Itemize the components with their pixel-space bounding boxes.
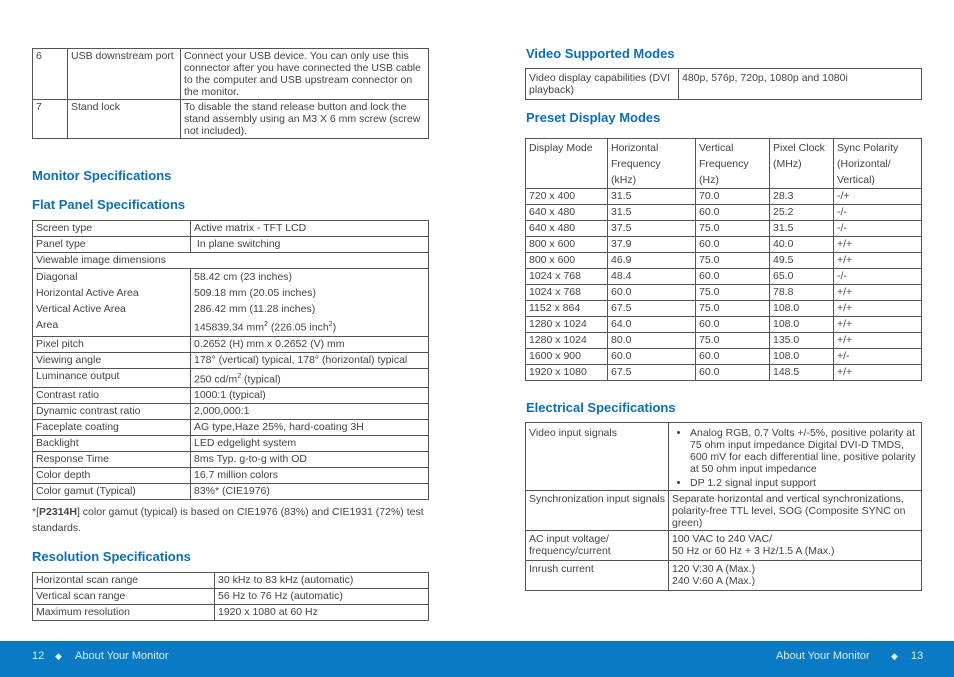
spec-label: Pixel pitch <box>33 336 191 352</box>
table-row <box>526 69 922 100</box>
diamond-icon: ◆ <box>55 651 62 661</box>
superscript: 2 <box>264 321 268 328</box>
preset-cell: 800 x 600 <box>526 237 608 253</box>
preset-cell: 60.0 <box>608 285 696 301</box>
preset-cell: 37.5 <box>608 221 696 237</box>
preset-cell: 108.0 <box>770 317 834 333</box>
area-text: (226.05 inch <box>267 321 329 334</box>
spec-value: AG type,Haze 25%, hard-coating 3H <box>191 420 429 436</box>
electrical-heading: Electrical Specifications <box>526 400 676 415</box>
footer-title-left: About Your Monitor <box>75 650 169 662</box>
preset-cell: 67.5 <box>608 365 696 381</box>
connector-num: 6 <box>33 49 68 100</box>
spec-label: Area <box>36 319 59 331</box>
table-row <box>33 336 429 352</box>
spec-value <box>669 531 922 561</box>
table-row <box>526 237 922 253</box>
table-row <box>526 285 922 301</box>
header-text: Sync Polarity <box>837 142 899 154</box>
spec-value <box>191 368 429 388</box>
spec-label: Synchronization input signals <box>526 491 669 531</box>
dims-labels <box>33 269 191 337</box>
table-row <box>526 333 922 349</box>
preset-cell: -/- <box>834 221 922 237</box>
spec-label: Dynamic contrast ratio <box>33 404 191 420</box>
preset-cell: +/+ <box>834 237 922 253</box>
header-pixel-clock <box>770 139 834 189</box>
preset-cell: 60.0 <box>608 349 696 365</box>
preset-cell: 67.5 <box>608 301 696 317</box>
table-row <box>526 365 922 381</box>
preset-cell: 60.0 <box>696 349 770 365</box>
table-row <box>526 317 922 333</box>
spec-label: Color gamut (Typical) <box>33 484 191 500</box>
preset-modes-heading: Preset Display Modes <box>526 110 661 125</box>
spec-label: Faceplate coating <box>33 420 191 436</box>
table-row <box>33 404 429 420</box>
preset-cell: 70.0 <box>696 189 770 205</box>
header-text: Display Mode <box>529 142 593 154</box>
header-horizontal <box>608 139 696 189</box>
spec-value: 509.18 mm (20.05 inches) <box>194 287 316 299</box>
header-text: (Hz) <box>699 174 719 186</box>
ac-line: 100 VAC to 240 VAC/ <box>672 533 773 545</box>
spec-value: 83%* (CIE1976) <box>191 484 429 500</box>
table-row <box>526 531 922 561</box>
spec-label: Response Time <box>33 452 191 468</box>
spec-value: 56 Hz to 76 Hz (automatic) <box>215 589 429 605</box>
spec-value: 286.42 mm (11.28 inches) <box>194 303 316 315</box>
preset-cell: +/+ <box>834 253 922 269</box>
preset-cell: 60.0 <box>696 365 770 381</box>
table-row <box>526 205 922 221</box>
gamut-footnote <box>32 504 432 536</box>
header-text: (Horizontal/ <box>837 158 891 170</box>
preset-cell: 31.5 <box>608 189 696 205</box>
spec-value: 58.42 cm (23 inches) <box>194 271 293 283</box>
spec-value: 480p, 576p, 720p, 1080p and 1080i <box>679 69 922 100</box>
preset-cell: +/- <box>834 349 922 365</box>
spec-value: 30 kHz to 83 kHz (automatic) <box>215 573 429 589</box>
table-row <box>33 452 429 468</box>
flat-panel-heading: Flat Panel Specifications <box>32 197 186 212</box>
preset-cell: 1280 x 1024 <box>526 333 608 349</box>
table-row <box>526 423 922 491</box>
model-name: P2314H <box>39 506 77 518</box>
preset-cell: 40.0 <box>770 237 834 253</box>
spec-label: Contrast ratio <box>33 388 191 404</box>
spec-value: 0.2652 (H) mm x 0.2652 (V) mm <box>191 336 429 352</box>
header-sync-polarity <box>834 139 922 189</box>
spec-label: Maximum resolution <box>33 605 215 621</box>
preset-cell: 46.9 <box>608 253 696 269</box>
superscript: 2 <box>237 372 242 380</box>
preset-cell: 64.0 <box>608 317 696 333</box>
video-input-list <box>672 427 918 489</box>
preset-cell: 65.0 <box>770 269 834 285</box>
spec-label: Viewable image dimensions <box>33 253 429 269</box>
spec-value: In plane switching <box>191 237 429 253</box>
preset-cell: +/+ <box>834 365 922 381</box>
table-row <box>33 436 429 452</box>
header-text: (MHz) <box>773 158 802 170</box>
preset-cell: 60.0 <box>696 317 770 333</box>
dims-values <box>191 269 429 337</box>
header-text: (kHz) <box>611 174 637 186</box>
spec-label: Color depth <box>33 468 191 484</box>
preset-cell: 60.0 <box>696 205 770 221</box>
preset-cell: 1600 x 900 <box>526 349 608 365</box>
table-row <box>526 269 922 285</box>
connector-table <box>32 48 429 139</box>
table-row <box>33 253 429 269</box>
preset-cell: +/+ <box>834 317 922 333</box>
preset-cell: 75.0 <box>696 221 770 237</box>
table-row <box>526 189 922 205</box>
inrush-line: 120 V:30 A (Max.) <box>672 563 756 575</box>
spec-value: 16.7 million colors <box>191 468 429 484</box>
table-row <box>33 100 429 139</box>
header-text: Horizontal <box>611 142 659 154</box>
preset-cell: 640 x 480 <box>526 205 608 221</box>
spec-label: Vertical Active Area <box>36 303 126 315</box>
spec-label: Inrush current <box>526 561 669 591</box>
diamond-icon: ◆ <box>891 651 898 661</box>
resolution-table <box>32 572 429 621</box>
superscript: 2 <box>328 321 333 328</box>
spec-value: Separate horizontal and vertical synchronizations, polarity-free TTL level, SOG (Composite SYNC on green) <box>669 491 922 531</box>
preset-modes-table <box>525 138 922 381</box>
preset-cell: -/- <box>834 269 922 285</box>
video-modes-heading: Video Supported Modes <box>526 46 675 61</box>
spec-label: Screen type <box>33 221 191 237</box>
luminance-text: 250 cd/m <box>194 373 238 385</box>
resolution-heading: Resolution Specifications <box>32 549 191 564</box>
header-text: Pixel Clock <box>773 142 825 154</box>
connector-name: Stand lock <box>68 100 181 139</box>
table-row <box>33 573 429 589</box>
spec-value: 2,000,000:1 <box>191 404 429 420</box>
ac-line: 50 Hz or 60 Hz + 3 Hz/1.5 A (Max.) <box>672 545 835 557</box>
note-text: ] color gamut (typical) is based on CIE1976 (83%) and CIE1931 (72%) test standards. <box>32 506 424 534</box>
preset-cell: +/+ <box>834 333 922 349</box>
spec-label: Diagonal <box>36 271 78 283</box>
connector-desc: Connect your USB device. You can only use this connector after you have connected the USB cable to the computer and USB upstream connector on the monitor. <box>181 49 429 100</box>
spec-label: Backlight <box>33 436 191 452</box>
spec-label: Video display capabilities (DVI playback) <box>526 69 679 100</box>
preset-cell: 135.0 <box>770 333 834 349</box>
preset-cell: 75.0 <box>696 253 770 269</box>
spec-label: Video input signals <box>526 423 669 491</box>
spec-label: Horizontal scan range <box>33 573 215 589</box>
inrush-line: 240 V:60 A (Max.) <box>672 575 756 587</box>
electrical-table <box>525 422 922 591</box>
connector-desc: To disable the stand release button and lock the stand assembly using an M3 X 6 mm screw (screw not included). <box>181 100 429 139</box>
preset-cell: 78.8 <box>770 285 834 301</box>
preset-cell: 1920 x 1080 <box>526 365 608 381</box>
table-row <box>33 468 429 484</box>
table-row <box>33 388 429 404</box>
preset-cell: 75.0 <box>696 301 770 317</box>
header-text: Vertical <box>699 142 734 154</box>
preset-cell: 31.5 <box>770 221 834 237</box>
spec-label: Luminance output <box>33 368 191 388</box>
spec-value <box>669 561 922 591</box>
page-number-right: 13 <box>911 650 924 662</box>
table-row <box>526 561 922 591</box>
table-row <box>33 368 429 388</box>
table-row <box>33 420 429 436</box>
header-text: Vertical) <box>837 174 875 186</box>
preset-cell: 800 x 600 <box>526 253 608 269</box>
list-item: • DP 1.2 signal input support <box>690 477 918 489</box>
table-row <box>526 301 922 317</box>
preset-cell: +/+ <box>834 285 922 301</box>
preset-cell: 108.0 <box>770 301 834 317</box>
preset-cell: +/+ <box>834 301 922 317</box>
connector-num: 7 <box>33 100 68 139</box>
preset-cell: 1024 x 768 <box>526 269 608 285</box>
preset-cell: 1024 x 768 <box>526 285 608 301</box>
spec-value: LED edgelight system <box>191 436 429 452</box>
header-display-mode <box>526 139 608 189</box>
table-row <box>33 49 429 100</box>
table-header-row <box>526 139 922 189</box>
flat-panel-table <box>32 220 429 500</box>
preset-cell: 48.4 <box>608 269 696 285</box>
connector-name: USB downstream port <box>68 49 181 100</box>
table-row <box>33 589 429 605</box>
preset-cell: 31.5 <box>608 205 696 221</box>
header-vertical <box>696 139 770 189</box>
list-item: • Analog RGB, 0.7 Volts +/-5%, positive polarity at 75 ohm input impedance Digital DVI-D TMDS, 600 mV for each differential line, positive polarity at 50 ohm input impedance <box>690 427 918 475</box>
luminance-text: (typical) <box>241 373 281 385</box>
spec-value: Active matrix - TFT LCD <box>191 221 429 237</box>
header-text: Frequency <box>699 158 749 170</box>
video-modes-table <box>525 68 922 100</box>
spec-label: AC input voltage/ frequency/current <box>526 531 669 561</box>
preset-cell: 1280 x 1024 <box>526 317 608 333</box>
preset-cell: 60.0 <box>696 269 770 285</box>
area-text: ) <box>332 321 337 334</box>
preset-cell: 80.0 <box>608 333 696 349</box>
table-row <box>33 352 429 368</box>
preset-cell: 60.0 <box>696 237 770 253</box>
preset-cell: 148.5 <box>770 365 834 381</box>
table-row <box>33 221 429 237</box>
header-text: Frequency <box>611 158 661 170</box>
preset-cell: 720 x 400 <box>526 189 608 205</box>
area-text: 145839.34 mm <box>194 321 265 334</box>
preset-cell: 640 x 480 <box>526 221 608 237</box>
preset-cell: -/- <box>834 205 922 221</box>
preset-body <box>526 189 922 381</box>
monitor-specs-heading: Monitor Specifications <box>32 168 172 183</box>
page-footer <box>0 641 954 677</box>
table-row <box>33 269 429 337</box>
spec-value: 1920 x 1080 at 60 Hz <box>215 605 429 621</box>
spec-value: 178° (vertical) typical, 178° (horizontal) typical <box>191 352 429 368</box>
table-row <box>526 221 922 237</box>
preset-cell: 108.0 <box>770 349 834 365</box>
spec-label: Panel type <box>33 237 191 253</box>
spec-label: Vertical scan range <box>33 589 215 605</box>
table-row <box>526 491 922 531</box>
spec-value: 8ms Typ. g-to-g with OD <box>191 452 429 468</box>
preset-cell: 37.9 <box>608 237 696 253</box>
table-row <box>33 605 429 621</box>
spec-value <box>669 423 922 491</box>
spec-label: Viewing angle <box>33 352 191 368</box>
table-row <box>33 484 429 500</box>
preset-cell: 49.5 <box>770 253 834 269</box>
area-value <box>194 317 425 336</box>
preset-cell: 75.0 <box>696 285 770 301</box>
preset-cell: 28.3 <box>770 189 834 205</box>
preset-cell: 1152 x 864 <box>526 301 608 317</box>
spec-label: Horizontal Active Area <box>36 287 139 299</box>
table-row <box>526 253 922 269</box>
preset-cell: 75.0 <box>696 333 770 349</box>
footer-title-right: About Your Monitor <box>776 650 870 662</box>
table-row <box>33 237 429 253</box>
table-row <box>526 349 922 365</box>
spec-value: 1000:1 (typical) <box>191 388 429 404</box>
preset-cell: -/+ <box>834 189 922 205</box>
note-text: *[ <box>32 506 40 518</box>
preset-cell: 25.2 <box>770 205 834 221</box>
page-number-left: 12 <box>32 650 45 662</box>
